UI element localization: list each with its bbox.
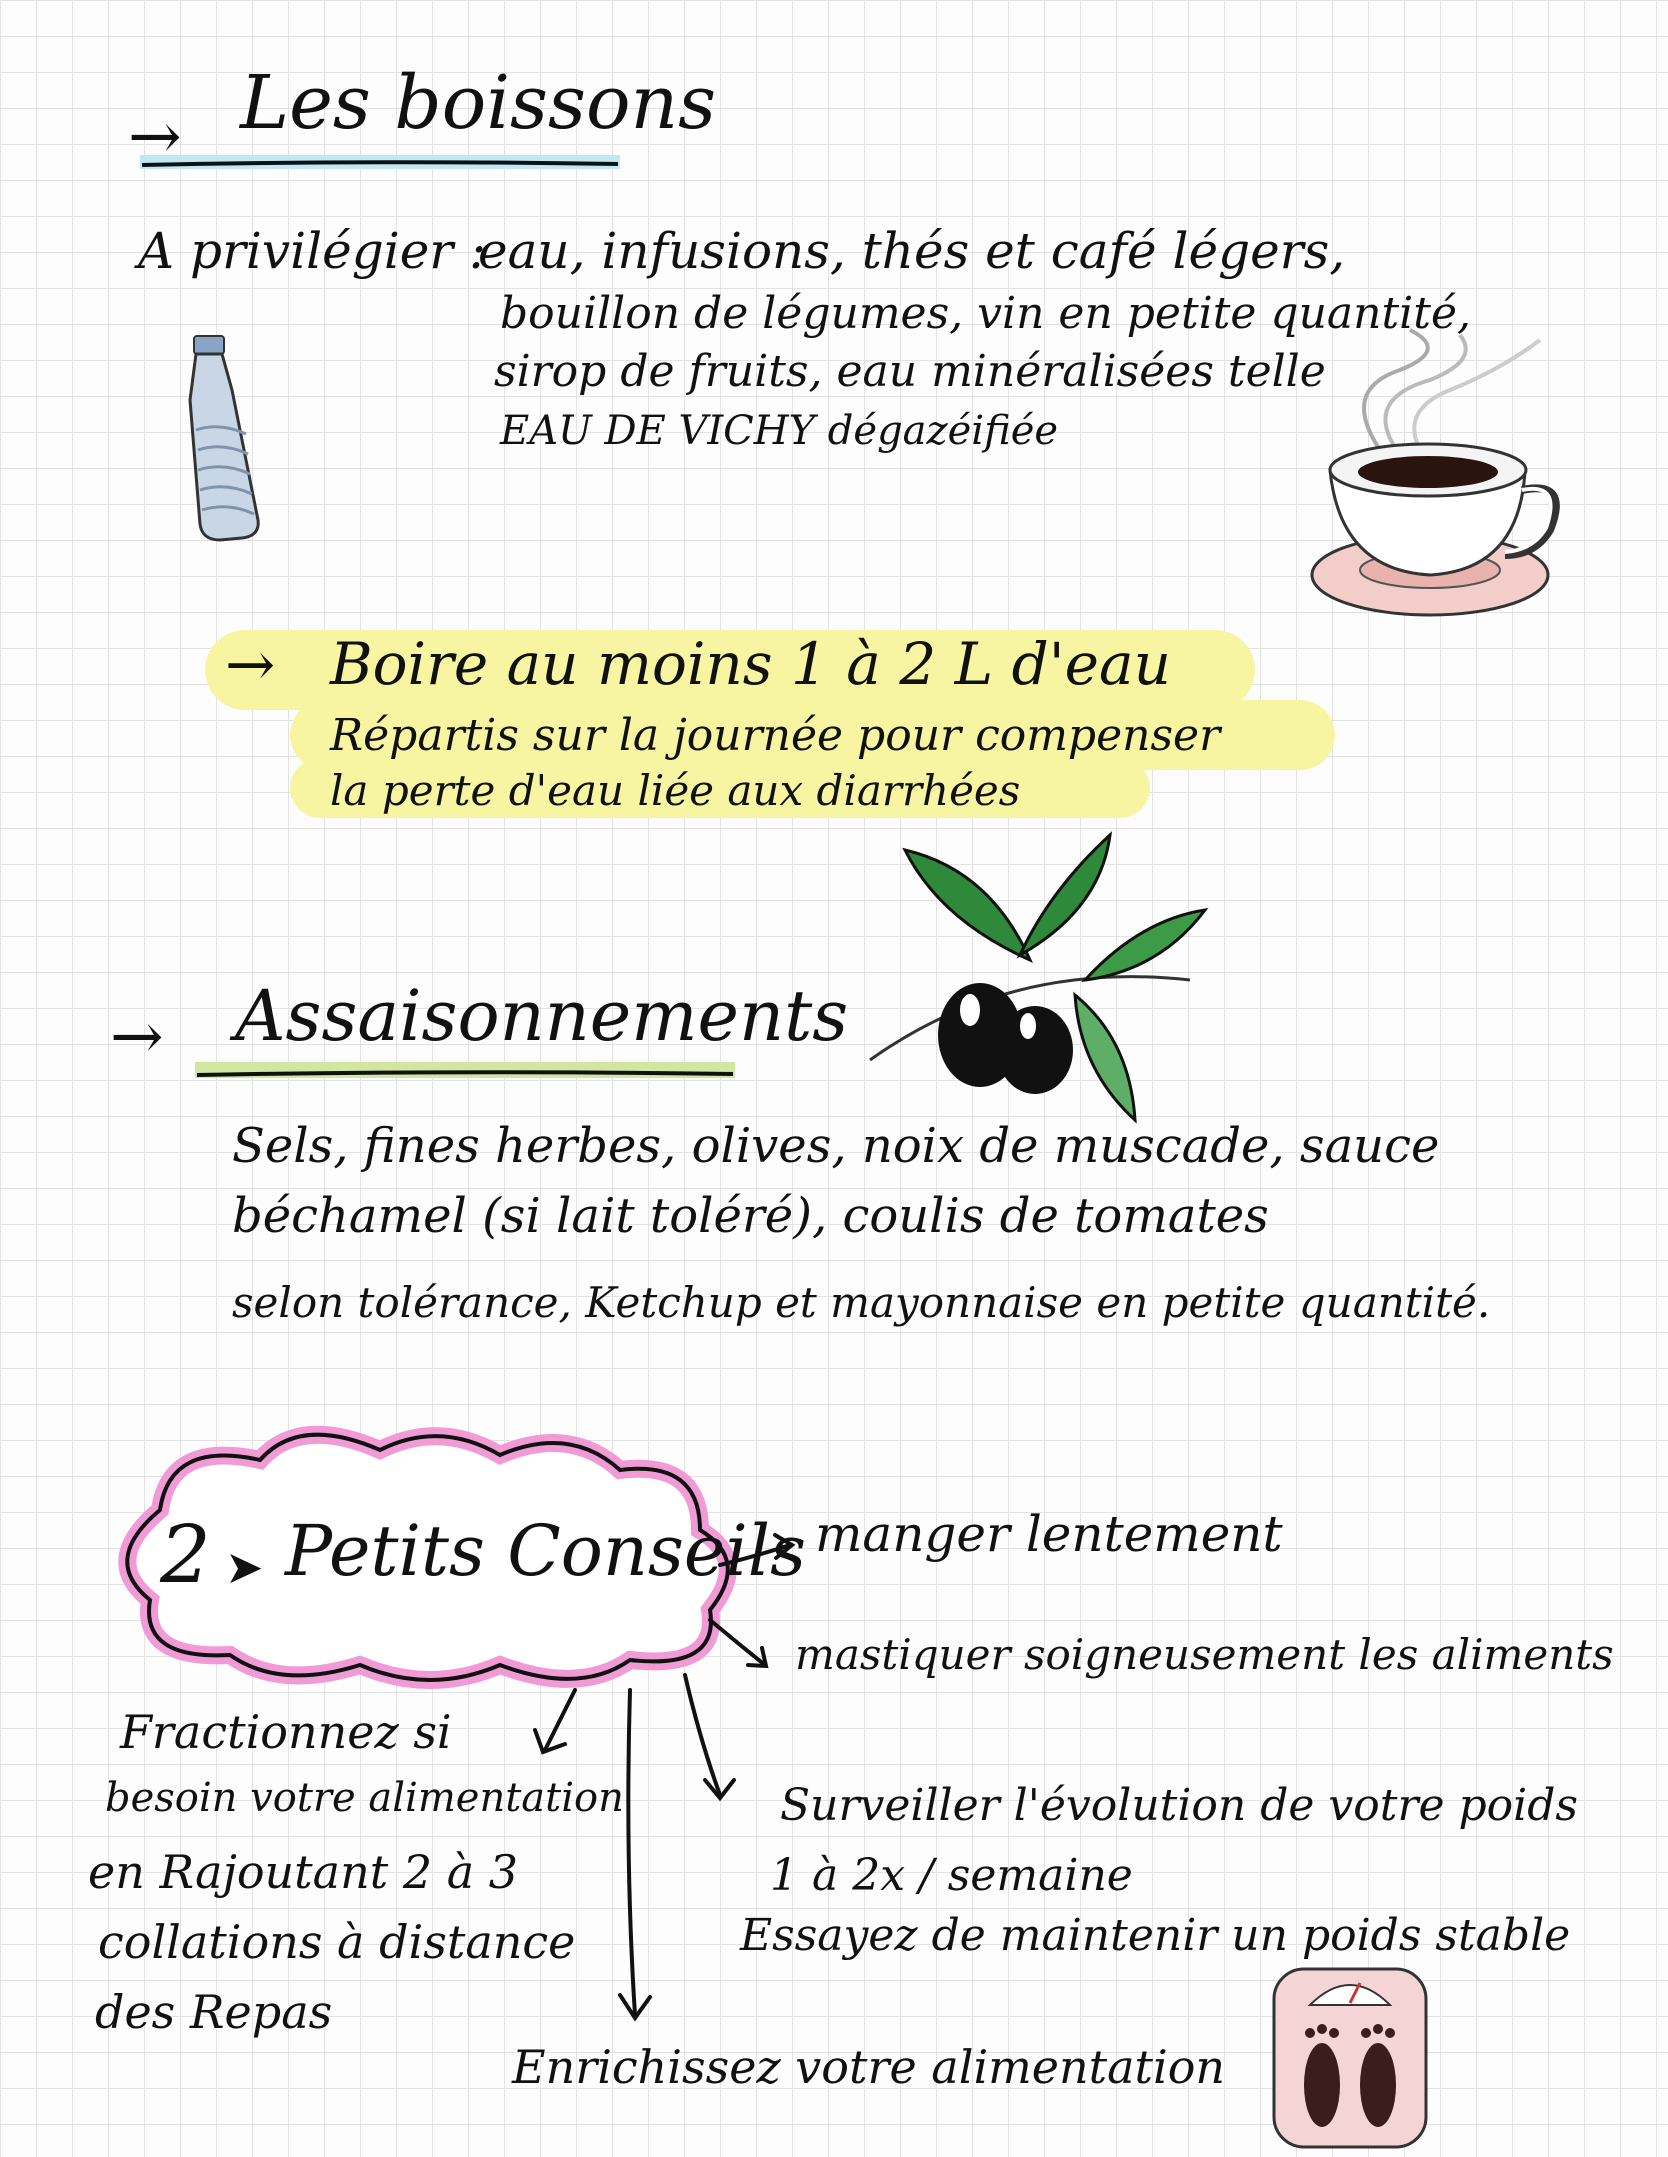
boissons-line: EAU DE VICHY dégazéifiée [500, 408, 1059, 454]
section-title-boissons: Les boissons [240, 60, 717, 146]
tip-surveiller-line: 1 à 2x / semaine [770, 1850, 1133, 1901]
tip-fractionner-line: collations à distance [98, 1915, 576, 1969]
tip-surveiller-line: Surveiller l'évolution de votre poids [780, 1780, 1578, 1831]
scale-icon [1270, 1965, 1430, 2150]
section-title-assaisonnements: Assaisonnements [235, 975, 849, 1057]
boissons-lead: A privilégier : [138, 222, 486, 280]
water-tip-arrow: → [225, 630, 276, 700]
boissons-line: bouillon de légumes, vin en petite quantité, [500, 288, 1471, 339]
section-title-conseils: Petits Conseils [285, 1510, 807, 1592]
tip-fractionner-line: des Repas [95, 1985, 333, 2039]
tip-surveiller-line: Essayez de maintenir un poids stable [740, 1910, 1571, 1961]
tip-fractionner-line: besoin votre alimentation [105, 1775, 624, 1821]
section-arrow: → [110, 1000, 164, 1074]
assaisonnements-line: Sels, fines herbes, olives, noix de muscade, sauce [232, 1118, 1440, 1174]
boissons-line: sirop de fruits, eau minéralisées telle [494, 346, 1326, 397]
tip-fractionner-line: Fractionnez si [120, 1705, 452, 1759]
assaisonnements-line: selon tolérance, Ketchup et mayonnaise en petite quantité. [232, 1278, 1491, 1327]
tip-fractionner-line: en Rajoutant 2 à 3 [88, 1845, 519, 1899]
conseils-arrow-icon: ➤ [225, 1540, 264, 1594]
water-tip-line1: Boire au moins 1 à 2 L d'eau [330, 630, 1171, 698]
tip-manger: manger lentement [815, 1505, 1283, 1563]
boissons-line: eau, infusions, thés et café légers, [478, 222, 1346, 280]
water-tip-line3: la perte d'eau liée aux diarrhées [330, 766, 1021, 815]
tip-enrichir: Enrichissez votre alimentation [512, 2040, 1226, 2094]
assaisonnements-line: béchamel (si lait toléré), coulis de tomates [232, 1188, 1269, 1244]
conseils-number: 2 [160, 1508, 211, 1601]
section-arrow: → [128, 100, 182, 174]
water-tip-line2: Répartis sur la journée pour compenser [330, 710, 1221, 761]
tip-mastiquer: mastiquer soigneusement les aliments [795, 1630, 1614, 1679]
